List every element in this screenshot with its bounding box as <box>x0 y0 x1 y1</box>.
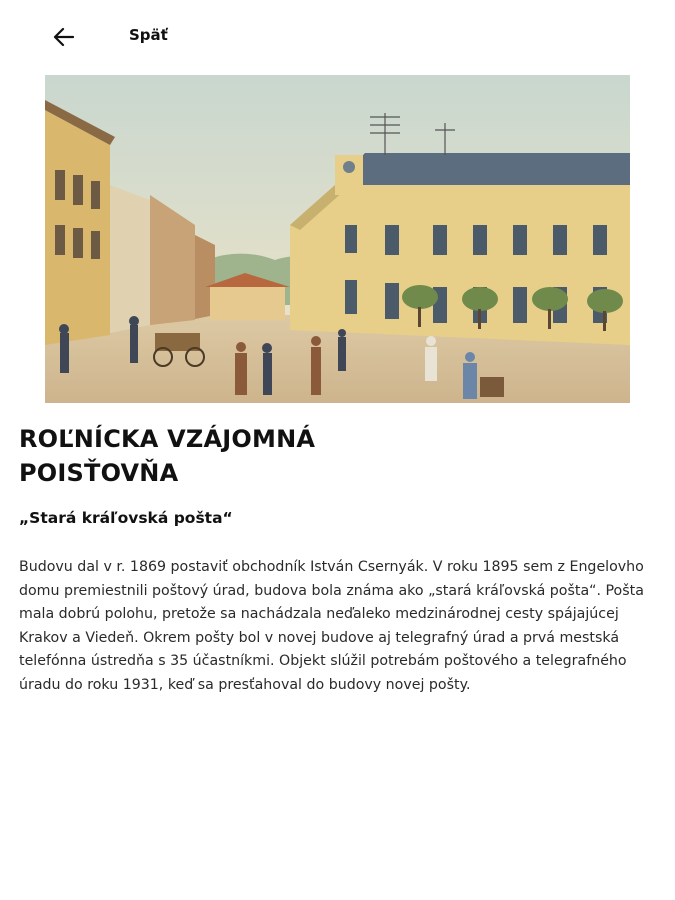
title-line-1: ROĽNÍCKA VZÁJOMNÁ <box>19 425 316 453</box>
page-subtitle: „Stará kráľovská pošta“ <box>19 509 233 527</box>
page-title <box>19 422 619 490</box>
top-bar <box>0 0 675 72</box>
hero-image <box>45 75 630 403</box>
arrow-left-icon <box>52 27 74 47</box>
title-line-2: POISŤOVŇA <box>19 459 179 487</box>
back-label[interactable]: Späť <box>129 26 168 44</box>
historic-postcard-image <box>45 75 630 403</box>
back-button[interactable] <box>48 22 78 52</box>
article-body: Budovu dal v r. 1869 postaviť obchodník István Csernyák. V roku 1895 sem z Engelovho domu premiestnili poštový úrad, budova bola známa ako „stará kráľovská pošta“. Pošta mala dobrú polohu, pretože sa nachádzala neďaleko medzinárodnej cesty spájajúcej Krakov a Viedeň. Okrem pošty bol v novej budove aj telegrafný úrad a prvá mestská telefónna ústredňa s 35 účastníkmi. Objekt slúžil potrebám poštového a telegrafného úradu do roku 1931, keď sa presťahoval do budovy novej pošty. <box>19 559 644 693</box>
